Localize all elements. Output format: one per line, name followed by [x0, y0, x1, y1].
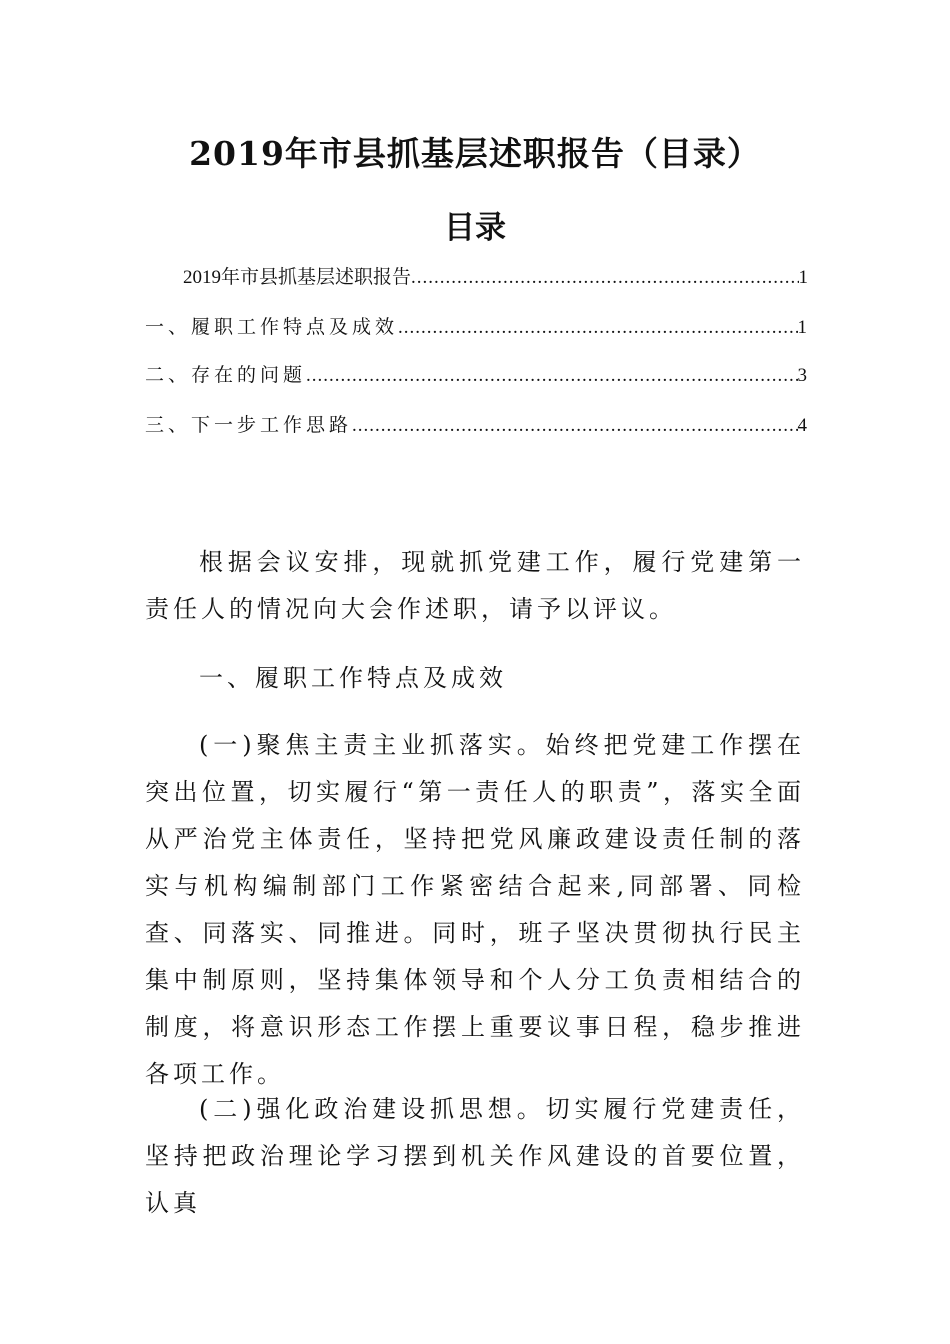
toc-heading: 目录: [444, 210, 506, 246]
toc-page-number: 1: [797, 317, 808, 338]
toc-leader-dots: [352, 415, 797, 437]
toc-entry[interactable]: [145, 360, 808, 387]
toc-leader-dots: [306, 365, 797, 387]
toc-page-number: 4: [797, 415, 808, 436]
toc-entry-title: 二、存在的问题: [145, 364, 307, 386]
section-heading: 一、履职工作特点及成效: [199, 664, 507, 692]
toc-entry[interactable]: [145, 410, 808, 437]
document-title: 2019年市县抓基层述职报告（目录）: [189, 134, 761, 173]
toc-entry-title: 一、履职工作特点及成效: [145, 316, 399, 338]
body-paragraph: (一)聚焦主责主业抓落实。始终把党建工作摆在突出位置，切实履行“第一责任人的职责”，落实全面从严治党主体责任，坚持把党风廉政建设责任制的落实与机构编制部门工作紧密结合起来,同部署、同检查、同落实、同推进。同时，班子坚决贯彻执行民主集中制原则，坚持集体领导和个人分工负责相结合的制度，将意识形态工作摆上重要议事日程，稳步推进各项工作。: [145, 731, 805, 1088]
toc-entry-title: 三、下一步工作思路: [145, 414, 353, 436]
toc-page-number: 1: [798, 267, 808, 288]
toc-entry[interactable]: [145, 312, 808, 339]
toc-entry-title: 2019年市县抓基层述职报告: [183, 267, 412, 288]
toc-page-number: 3: [797, 365, 808, 386]
body-paragraph: (二)强化政治建设抓思想。切实履行党建责任，坚持把政治理论学习摆到机关作风建设的首要位置，认真: [145, 1095, 805, 1217]
intro-paragraph: 根据会议安排，现就抓党建工作，履行党建第一责任人的情况向大会作述职，请予以评议。: [145, 548, 805, 623]
toc-entry[interactable]: [145, 262, 808, 289]
toc-leader-dots: [398, 317, 797, 339]
toc-leader-dots: [411, 267, 798, 289]
